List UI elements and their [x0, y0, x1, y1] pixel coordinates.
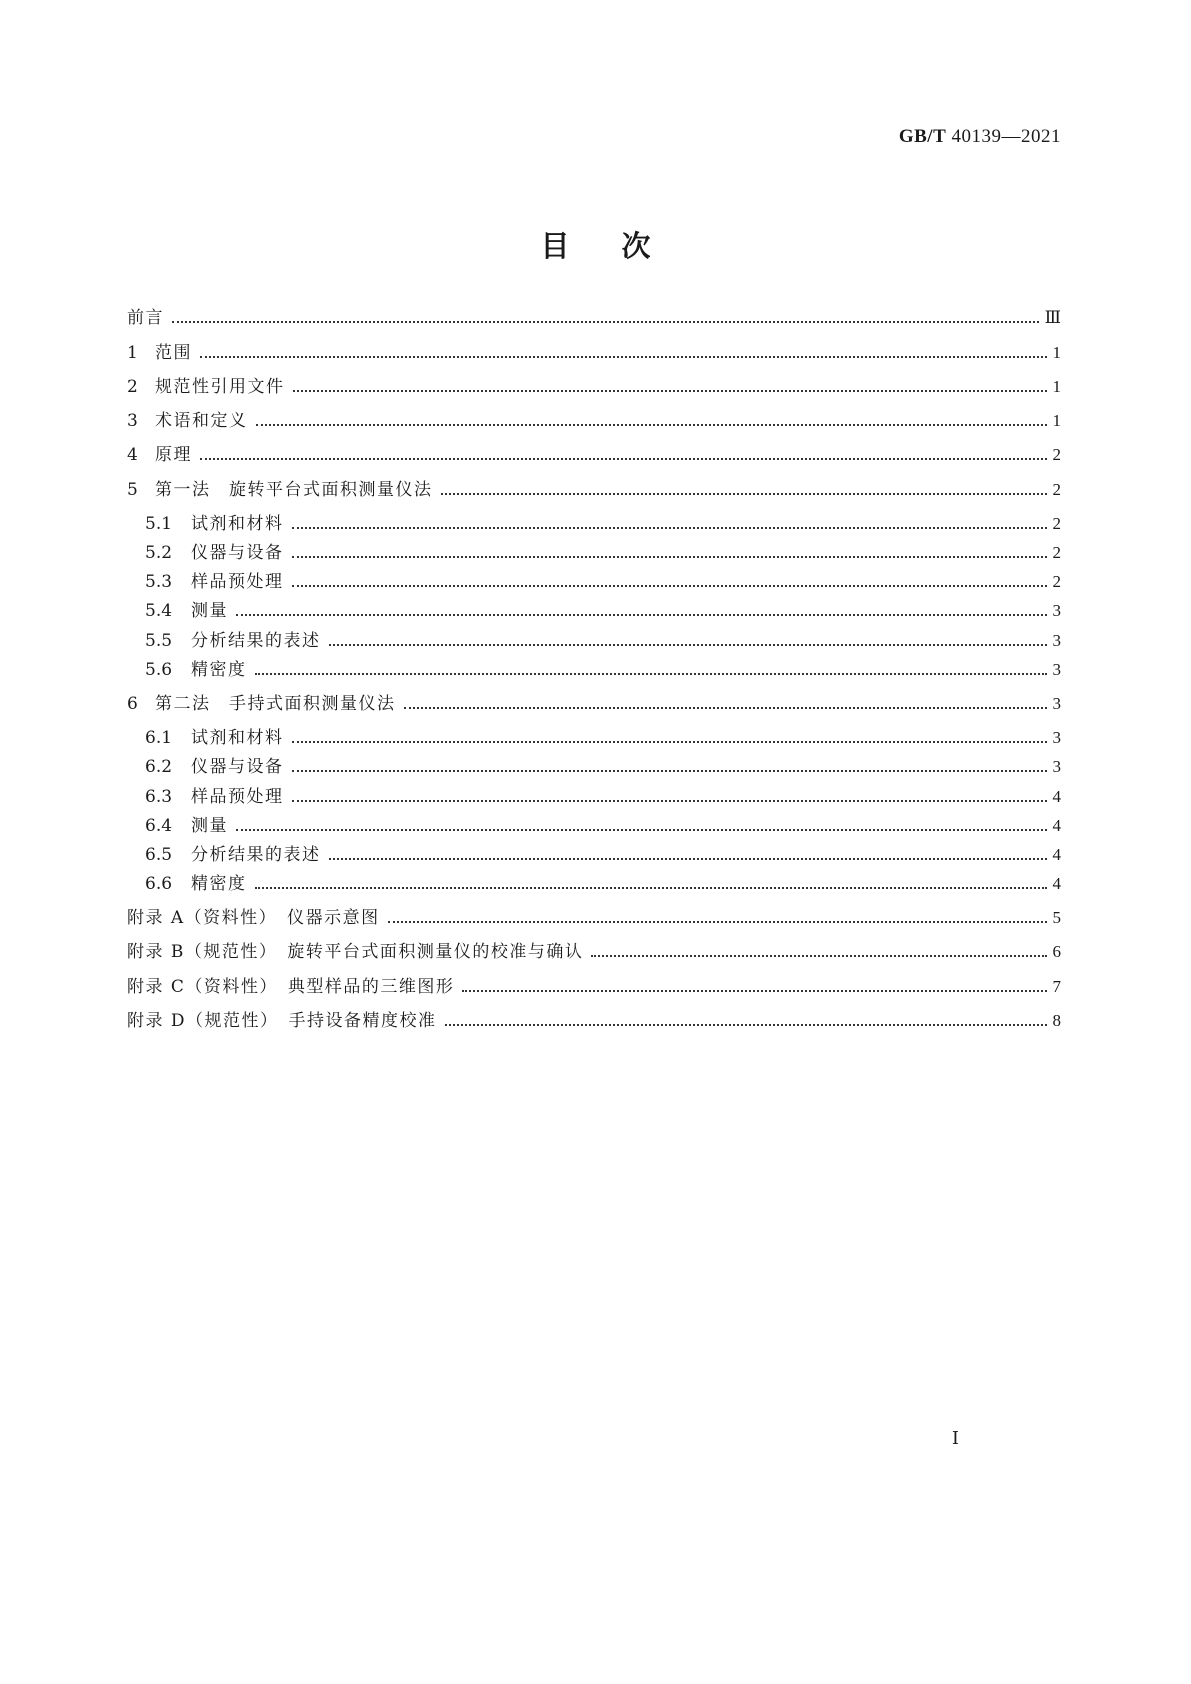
toc-entry-1[interactable]: [127, 338, 1061, 364]
toc-entry-page: 3: [1052, 694, 1061, 713]
dot-leader: [255, 673, 1047, 675]
dot-leader: [255, 887, 1047, 889]
dot-leader: [329, 858, 1047, 860]
toc-entry-page: 3: [1052, 757, 1061, 776]
dot-leader: [445, 1024, 1047, 1026]
toc-entry-number: 5.5: [145, 631, 173, 651]
toc-entry-5[interactable]: [127, 475, 1061, 501]
toc-entry-label: 前言: [127, 308, 164, 328]
dot-leader: [591, 955, 1046, 957]
toc-entry-page: 3: [1052, 660, 1061, 679]
footer-page-number: Ⅰ: [951, 1428, 959, 1448]
toc-entry-number: 6.5: [145, 845, 173, 865]
toc-entry-label: 第一法 旋转平台式面积测量仪法: [155, 480, 433, 500]
dot-leader: [441, 493, 1047, 495]
toc-entry-page: 3: [1052, 631, 1061, 650]
toc-entry-number: 5.1: [145, 514, 173, 534]
toc-entry-3[interactable]: [127, 406, 1061, 432]
toc-entry-label: 术语和定义: [155, 411, 248, 431]
toc-entry-6-6[interactable]: [145, 869, 1061, 895]
toc-entry-label: 仪器与设备: [191, 543, 284, 563]
toc-entry-label: 分析结果的表述: [191, 631, 321, 651]
toc-entry-5-4[interactable]: [145, 596, 1061, 622]
dot-leader: [200, 356, 1047, 358]
toc-entry-page: 2: [1052, 514, 1061, 533]
toc-entry-label: 试剂和材料: [191, 728, 284, 748]
toc-entry-label: 范围: [155, 343, 192, 363]
dot-leader: [462, 990, 1046, 992]
toc-entry-label: 样品预处理: [191, 787, 284, 807]
toc-entry-page: 8: [1052, 1011, 1061, 1030]
toc-entry-6-4[interactable]: [145, 811, 1061, 837]
dot-leader: [236, 614, 1047, 616]
toc-entry-page: 1: [1052, 343, 1061, 362]
toc-entry-page: 2: [1052, 445, 1061, 464]
dot-leader: [292, 527, 1047, 529]
toc-entry-label: 样品预处理: [191, 572, 284, 592]
dot-leader: [292, 770, 1047, 772]
toc-entry-annex-b[interactable]: [127, 937, 1061, 963]
toc-entry-number: 6.1: [145, 728, 173, 748]
toc-entry-number: 1: [127, 343, 138, 363]
standard-number: 40139—2021: [951, 126, 1061, 147]
toc-entry-number: 4: [127, 445, 138, 465]
toc-entry-number: 6.2: [145, 757, 173, 777]
toc-entry-label: 精密度: [191, 874, 247, 894]
toc-entry-page: 4: [1052, 816, 1061, 835]
toc-entry-label: 第二法 手持式面积测量仪法: [155, 694, 396, 714]
toc-entry-label: 精密度: [191, 660, 247, 680]
toc-entry-page: 2: [1052, 480, 1061, 499]
toc-entry-6-2[interactable]: [145, 752, 1061, 778]
toc-entry-page: 4: [1052, 787, 1061, 806]
toc-entry-label: 规范性引用文件: [155, 377, 285, 397]
dot-leader: [404, 707, 1047, 709]
dot-leader: [256, 424, 1047, 426]
toc-entry-number: 5.6: [145, 660, 173, 680]
toc-entry-annex-a[interactable]: [127, 903, 1061, 929]
dot-leader: [293, 390, 1047, 392]
toc-entry-number: 5.4: [145, 601, 173, 621]
toc-title: 目次: [540, 229, 703, 263]
dot-leader: [329, 644, 1047, 646]
toc-entry-page: Ⅲ: [1044, 308, 1061, 327]
toc-entry-page: 7: [1052, 977, 1061, 996]
toc-entry-2[interactable]: [127, 372, 1061, 398]
toc-entry-label: 测量: [191, 601, 228, 621]
toc-entry-annex-c[interactable]: [127, 972, 1061, 998]
toc-entry-6-3[interactable]: [145, 782, 1061, 808]
toc-entry-page: 4: [1052, 845, 1061, 864]
toc-entry-number: 6: [127, 694, 138, 714]
standard-prefix: GB/T: [898, 126, 947, 147]
dot-leader: [200, 458, 1047, 460]
toc-entry-preface[interactable]: [127, 303, 1061, 329]
toc-entry-label: 附录 B（规范性） 旋转平台式面积测量仪的校准与确认: [127, 942, 584, 962]
toc-entry-number: 5: [127, 480, 138, 500]
toc-entry-page: 1: [1052, 377, 1061, 396]
toc-entry-4[interactable]: [127, 440, 1061, 466]
toc-entry-6-5[interactable]: [145, 840, 1061, 866]
dot-leader: [236, 829, 1047, 831]
toc-entry-number: 5.2: [145, 543, 173, 563]
toc-entry-5-1[interactable]: [145, 509, 1061, 535]
toc-entry-5-6[interactable]: [145, 655, 1061, 681]
dot-leader: [388, 921, 1047, 923]
toc-entry-page: 5: [1052, 908, 1061, 927]
dot-leader: [292, 800, 1047, 802]
toc-entry-6-1[interactable]: [145, 723, 1061, 749]
toc-entry-5-5[interactable]: [145, 626, 1061, 652]
toc-entry-label: 测量: [191, 816, 228, 836]
toc-entry-page: 1: [1052, 411, 1061, 430]
dot-leader: [172, 321, 1039, 323]
toc-entry-page: 3: [1052, 728, 1061, 747]
toc-entry-number: 6.3: [145, 787, 173, 807]
toc-entry-page: 2: [1052, 572, 1061, 591]
toc-entry-number: 6.6: [145, 874, 173, 894]
toc-entry-label: 试剂和材料: [191, 514, 284, 534]
dot-leader: [292, 741, 1047, 743]
toc-entry-label: 原理: [155, 445, 192, 465]
toc-entry-page: 2: [1052, 543, 1061, 562]
toc-entry-page: 6: [1052, 942, 1061, 961]
toc-entry-number: 2: [127, 377, 138, 397]
toc-entry-6[interactable]: [127, 689, 1061, 715]
toc-entry-annex-d[interactable]: [127, 1006, 1061, 1032]
toc-entry-label: 分析结果的表述: [191, 845, 321, 865]
toc-entry-5-2[interactable]: [145, 538, 1061, 564]
toc-entry-number: 3: [127, 411, 138, 431]
toc-entry-page: 4: [1052, 874, 1061, 893]
toc-entry-number: 6.4: [145, 816, 173, 836]
toc-entry-5-3[interactable]: [145, 567, 1061, 593]
toc-entry-page: 3: [1052, 601, 1061, 620]
toc-entry-label: 附录 A（资料性） 仪器示意图: [127, 908, 380, 928]
toc-entry-label: 附录 C（资料性） 典型样品的三维图形: [127, 977, 455, 997]
dot-leader: [292, 585, 1047, 587]
toc-entry-number: 5.3: [145, 572, 173, 592]
toc-entry-label: 附录 D（规范性） 手持设备精度校准: [127, 1011, 437, 1031]
toc-entry-label: 仪器与设备: [191, 757, 284, 777]
dot-leader: [292, 556, 1047, 558]
